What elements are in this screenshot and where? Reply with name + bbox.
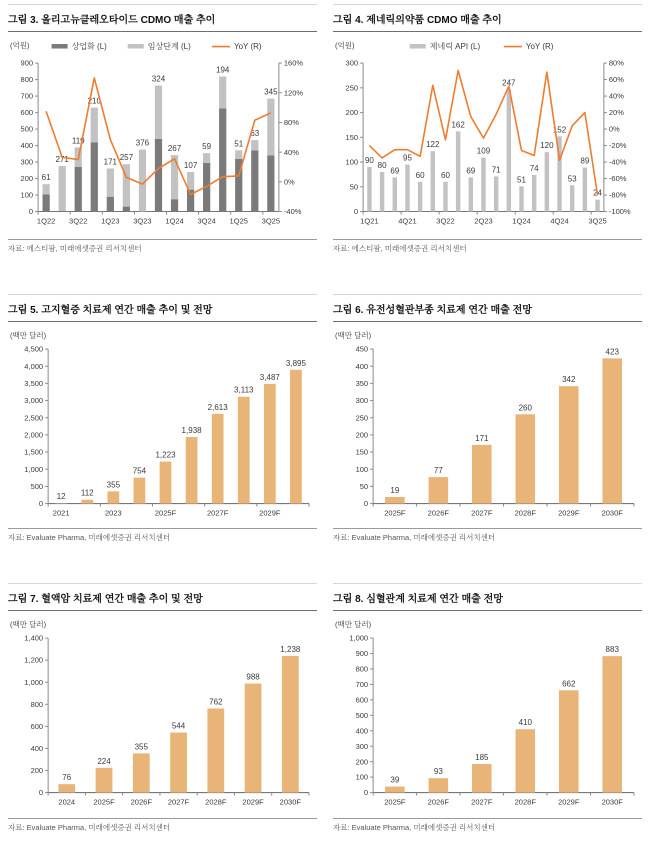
svg-text:2028F: 2028F	[205, 797, 227, 807]
svg-text:250: 250	[345, 83, 359, 93]
svg-text:152: 152	[552, 125, 567, 135]
svg-text:2027F: 2027F	[167, 797, 190, 807]
svg-text:2026F: 2026F	[427, 797, 449, 807]
svg-text:제네릭 API (L): 제네릭 API (L)	[429, 42, 481, 52]
svg-text:100: 100	[355, 464, 369, 474]
svg-text:0%: 0%	[608, 124, 620, 134]
svg-text:185: 185	[475, 753, 489, 763]
svg-text:74: 74	[529, 163, 539, 173]
svg-text:3,487: 3,487	[259, 372, 280, 382]
chart-area	[8, 611, 317, 817]
chart-area	[8, 32, 317, 238]
svg-text:162: 162	[451, 120, 465, 130]
svg-text:2027F: 2027F	[471, 797, 493, 807]
svg-text:200: 200	[20, 174, 34, 184]
svg-text:2,500: 2,500	[24, 412, 44, 422]
svg-text:0%: 0%	[283, 177, 295, 187]
svg-text:410: 410	[518, 718, 532, 728]
svg-text:20%: 20%	[608, 108, 624, 118]
chart-generic-api-cdmo-revenue	[333, 37, 642, 238]
svg-text:2021: 2021	[52, 508, 70, 518]
svg-text:762: 762	[209, 697, 223, 707]
svg-text:2029F: 2029F	[558, 797, 580, 807]
svg-text:662: 662	[562, 679, 576, 689]
svg-text:3Q25: 3Q25	[588, 216, 607, 226]
svg-text:(백만 달러): (백만 달러)	[335, 330, 372, 340]
svg-text:71: 71	[491, 165, 501, 175]
svg-text:423: 423	[605, 346, 619, 356]
svg-text:-100%: -100%	[608, 207, 631, 217]
svg-text:160%: 160%	[283, 58, 304, 68]
svg-text:120: 120	[540, 141, 554, 151]
svg-text:247: 247	[502, 78, 516, 88]
svg-text:300: 300	[345, 58, 359, 68]
svg-text:-60%: -60%	[608, 174, 627, 184]
figure-title: 그림 6. 유전성혈관부종 치료제 연간 매출 전망	[333, 295, 642, 322]
svg-text:69: 69	[466, 166, 476, 176]
svg-text:800: 800	[30, 700, 44, 710]
svg-text:250: 250	[355, 412, 369, 422]
svg-text:3,895: 3,895	[285, 358, 306, 368]
svg-text:4Q24: 4Q24	[550, 216, 569, 226]
svg-text:-80%: -80%	[608, 190, 627, 200]
svg-text:-40%: -40%	[283, 207, 302, 217]
svg-text:93: 93	[433, 767, 443, 777]
figure-source: 자료: 에스티팜, 미래에셋증권 리서치센터	[333, 239, 642, 254]
figure-panel-fig4	[333, 4, 642, 254]
svg-text:상업화 (L): 상업화 (L)	[71, 42, 107, 52]
svg-text:342: 342	[562, 374, 576, 384]
svg-text:900: 900	[20, 58, 34, 68]
svg-text:(억원): (억원)	[10, 41, 30, 51]
figure-title: 그림 8. 심혈관계 치료제 연간 매출 전망	[333, 584, 642, 611]
svg-text:59: 59	[202, 142, 212, 152]
svg-text:400: 400	[355, 361, 369, 371]
svg-text:2025F: 2025F	[384, 797, 406, 807]
svg-text:260: 260	[518, 402, 532, 412]
svg-text:(백만 달러): (백만 달러)	[10, 620, 47, 630]
svg-text:YoY (R): YoY (R)	[233, 42, 262, 52]
svg-text:345: 345	[264, 87, 278, 97]
figure-panel-fig8	[333, 583, 642, 833]
svg-text:2Q23: 2Q23	[474, 216, 493, 226]
svg-text:900: 900	[355, 649, 369, 659]
chart-cardiovascular-revenue	[333, 616, 642, 817]
svg-text:100: 100	[355, 773, 369, 783]
svg-text:0: 0	[363, 498, 369, 508]
chart-hyperlipidemia-revenue	[8, 327, 317, 528]
figure-title: 그림 5. 고지혈증 치료제 연간 매출 추이 및 전망	[8, 295, 317, 322]
svg-text:1,223: 1,223	[155, 450, 176, 460]
svg-text:(억원): (억원)	[335, 41, 355, 51]
svg-text:-20%: -20%	[608, 141, 627, 151]
svg-text:883: 883	[605, 645, 619, 655]
svg-text:754: 754	[132, 466, 147, 476]
svg-text:100: 100	[20, 190, 34, 200]
svg-text:2029F: 2029F	[558, 508, 580, 518]
svg-text:2030F: 2030F	[279, 797, 301, 807]
svg-text:39: 39	[390, 775, 400, 785]
svg-text:51: 51	[517, 175, 526, 185]
svg-text:355: 355	[134, 742, 148, 752]
svg-text:500: 500	[20, 124, 34, 134]
chart-oligo-cdmo-revenue	[8, 37, 317, 238]
svg-text:210: 210	[87, 96, 101, 106]
svg-text:350: 350	[355, 378, 369, 388]
svg-text:24: 24	[593, 188, 602, 198]
svg-text:77: 77	[433, 465, 443, 475]
svg-text:40%: 40%	[608, 91, 624, 101]
svg-text:1Q22: 1Q22	[36, 216, 56, 226]
svg-text:4Q21: 4Q21	[398, 216, 417, 226]
svg-text:376: 376	[135, 138, 150, 148]
figure-title: 그림 7. 혈액암 치료제 연간 매출 추이 및 전망	[8, 584, 317, 611]
svg-text:171: 171	[103, 157, 118, 167]
svg-text:122: 122	[426, 140, 440, 150]
svg-text:1Q24: 1Q24	[512, 216, 531, 226]
svg-text:171: 171	[475, 433, 489, 443]
svg-text:0: 0	[38, 498, 44, 508]
svg-text:200: 200	[355, 430, 369, 440]
svg-text:3,500: 3,500	[24, 378, 44, 388]
svg-text:100: 100	[345, 157, 359, 167]
svg-text:2025F: 2025F	[384, 508, 406, 518]
svg-text:2023: 2023	[104, 508, 122, 518]
svg-text:2028F: 2028F	[514, 508, 536, 518]
svg-text:89: 89	[580, 156, 590, 166]
svg-text:1,938: 1,938	[181, 425, 202, 435]
chart-area	[333, 611, 642, 817]
svg-text:544: 544	[171, 721, 186, 731]
svg-text:800: 800	[355, 664, 369, 674]
svg-text:107: 107	[183, 160, 198, 170]
svg-text:400: 400	[355, 726, 369, 736]
svg-text:60: 60	[415, 170, 425, 180]
svg-text:194: 194	[216, 65, 230, 75]
figure-panel-fig6	[333, 294, 642, 544]
svg-text:2027F: 2027F	[207, 508, 229, 518]
svg-text:2030F: 2030F	[601, 508, 623, 518]
svg-text:1,400: 1,400	[24, 633, 44, 643]
svg-text:120%: 120%	[283, 88, 304, 98]
svg-text:1,000: 1,000	[349, 633, 369, 643]
svg-text:2026F: 2026F	[130, 797, 152, 807]
svg-text:0: 0	[353, 207, 359, 217]
svg-text:450: 450	[355, 344, 369, 354]
svg-text:60%: 60%	[608, 75, 624, 85]
svg-text:2029F: 2029F	[242, 797, 264, 807]
svg-text:1,238: 1,238	[280, 645, 301, 655]
svg-text:500: 500	[30, 481, 44, 491]
svg-text:80: 80	[377, 160, 387, 170]
svg-text:2024: 2024	[58, 797, 76, 807]
figure-source: 자료: Evaluate Pharma, 미래에셋증권 리서치센터	[333, 818, 642, 833]
svg-text:700: 700	[20, 91, 34, 101]
svg-text:355: 355	[106, 480, 121, 490]
svg-text:1Q25: 1Q25	[229, 216, 248, 226]
svg-text:150: 150	[345, 132, 359, 142]
figure-panel-fig3	[8, 4, 317, 254]
svg-text:500: 500	[355, 711, 369, 721]
svg-text:224: 224	[97, 757, 111, 767]
svg-text:0: 0	[28, 207, 34, 217]
svg-text:1Q21: 1Q21	[360, 216, 379, 226]
svg-text:0: 0	[38, 788, 44, 798]
svg-text:2026F: 2026F	[427, 508, 449, 518]
svg-text:임상단계 (L): 임상단계 (L)	[147, 42, 191, 52]
svg-text:324: 324	[151, 74, 166, 84]
figure-source: 자료: Evaluate Pharma, 미래에셋증권 리서치센터	[8, 818, 317, 833]
svg-text:1,500: 1,500	[24, 447, 44, 457]
svg-text:200: 200	[30, 766, 44, 776]
svg-text:1,000: 1,000	[24, 678, 44, 688]
svg-text:700: 700	[355, 680, 369, 690]
svg-text:271: 271	[55, 155, 69, 165]
svg-text:400: 400	[20, 141, 34, 151]
svg-text:-40%: -40%	[608, 157, 627, 167]
svg-text:69: 69	[390, 166, 400, 176]
svg-text:1,200: 1,200	[24, 656, 44, 666]
svg-text:119: 119	[71, 136, 85, 146]
svg-text:400: 400	[30, 744, 44, 754]
svg-text:2,613: 2,613	[207, 402, 228, 412]
svg-text:76: 76	[62, 773, 72, 783]
svg-text:3Q25: 3Q25	[261, 216, 281, 226]
svg-text:112: 112	[80, 488, 94, 498]
svg-text:267: 267	[167, 144, 182, 154]
svg-text:4,500: 4,500	[24, 344, 44, 354]
svg-text:YoY (R): YoY (R)	[525, 42, 554, 52]
svg-text:3,000: 3,000	[24, 395, 44, 405]
svg-text:95: 95	[402, 153, 412, 163]
svg-text:3Q23: 3Q23	[133, 216, 152, 226]
svg-text:50: 50	[359, 481, 369, 491]
svg-text:300: 300	[355, 742, 369, 752]
svg-text:300: 300	[355, 395, 369, 405]
chart-area	[333, 322, 642, 528]
svg-text:3Q22: 3Q22	[436, 216, 455, 226]
figure-panel-fig5	[8, 294, 317, 544]
figure-source: 자료: Evaluate Pharma, 미래에셋증권 리서치센터	[333, 528, 642, 543]
svg-text:61: 61	[41, 173, 51, 183]
svg-text:51: 51	[234, 139, 244, 149]
figure-grid	[8, 4, 642, 833]
svg-text:60: 60	[441, 170, 450, 180]
svg-text:1,000: 1,000	[24, 464, 44, 474]
chart-area	[8, 322, 317, 528]
svg-text:988: 988	[246, 672, 260, 682]
svg-text:63: 63	[250, 129, 260, 139]
svg-text:800: 800	[20, 75, 34, 85]
svg-text:0: 0	[363, 788, 369, 798]
svg-text:3Q24: 3Q24	[197, 216, 216, 226]
svg-text:(백만 달러): (백만 달러)	[335, 620, 372, 630]
svg-text:1Q23: 1Q23	[101, 216, 120, 226]
chart-hae-revenue	[333, 327, 642, 528]
svg-text:109: 109	[476, 146, 491, 156]
svg-text:50: 50	[349, 182, 359, 192]
svg-text:80%: 80%	[283, 118, 299, 128]
svg-text:53: 53	[567, 174, 577, 184]
svg-text:200: 200	[355, 757, 369, 767]
svg-text:2,000: 2,000	[24, 430, 44, 440]
chart-area	[333, 32, 642, 238]
figure-panel-fig7	[8, 583, 317, 833]
svg-text:3,113: 3,113	[234, 385, 254, 395]
chart-blood-cancer-revenue	[8, 616, 317, 817]
svg-text:90: 90	[364, 156, 374, 166]
svg-text:2028F: 2028F	[514, 797, 536, 807]
figure-source: 자료: 에스티팜, 미래에셋증권 리서치센터	[8, 239, 317, 254]
svg-text:40%: 40%	[283, 147, 299, 157]
svg-text:300: 300	[20, 157, 34, 167]
svg-text:2025F: 2025F	[154, 508, 177, 518]
svg-text:12: 12	[56, 491, 66, 501]
svg-text:4,000: 4,000	[24, 361, 44, 371]
svg-text:80%: 80%	[608, 58, 624, 68]
svg-text:600: 600	[30, 722, 44, 732]
svg-text:600: 600	[355, 695, 369, 705]
figure-title: 그림 4. 제네릭의약품 CDMO 매출 추이	[333, 5, 642, 32]
svg-text:257: 257	[119, 153, 134, 163]
svg-text:19: 19	[390, 485, 400, 495]
svg-text:3Q22: 3Q22	[69, 216, 88, 226]
svg-text:1Q24: 1Q24	[165, 216, 184, 226]
svg-text:150: 150	[355, 447, 369, 457]
figure-source: 자료: Evaluate Pharma, 미래에셋증권 리서치센터	[8, 528, 317, 543]
svg-text:2025F: 2025F	[93, 797, 115, 807]
svg-text:2030F: 2030F	[601, 797, 623, 807]
svg-text:2029F: 2029F	[259, 508, 281, 518]
figure-title: 그림 3. 올리고뉴클레오타이드 CDMO 매출 추이	[8, 5, 317, 32]
svg-text:2027F: 2027F	[471, 508, 493, 518]
svg-text:(백만 달러): (백만 달러)	[10, 330, 47, 340]
svg-text:200: 200	[345, 108, 359, 118]
svg-text:600: 600	[20, 108, 34, 118]
